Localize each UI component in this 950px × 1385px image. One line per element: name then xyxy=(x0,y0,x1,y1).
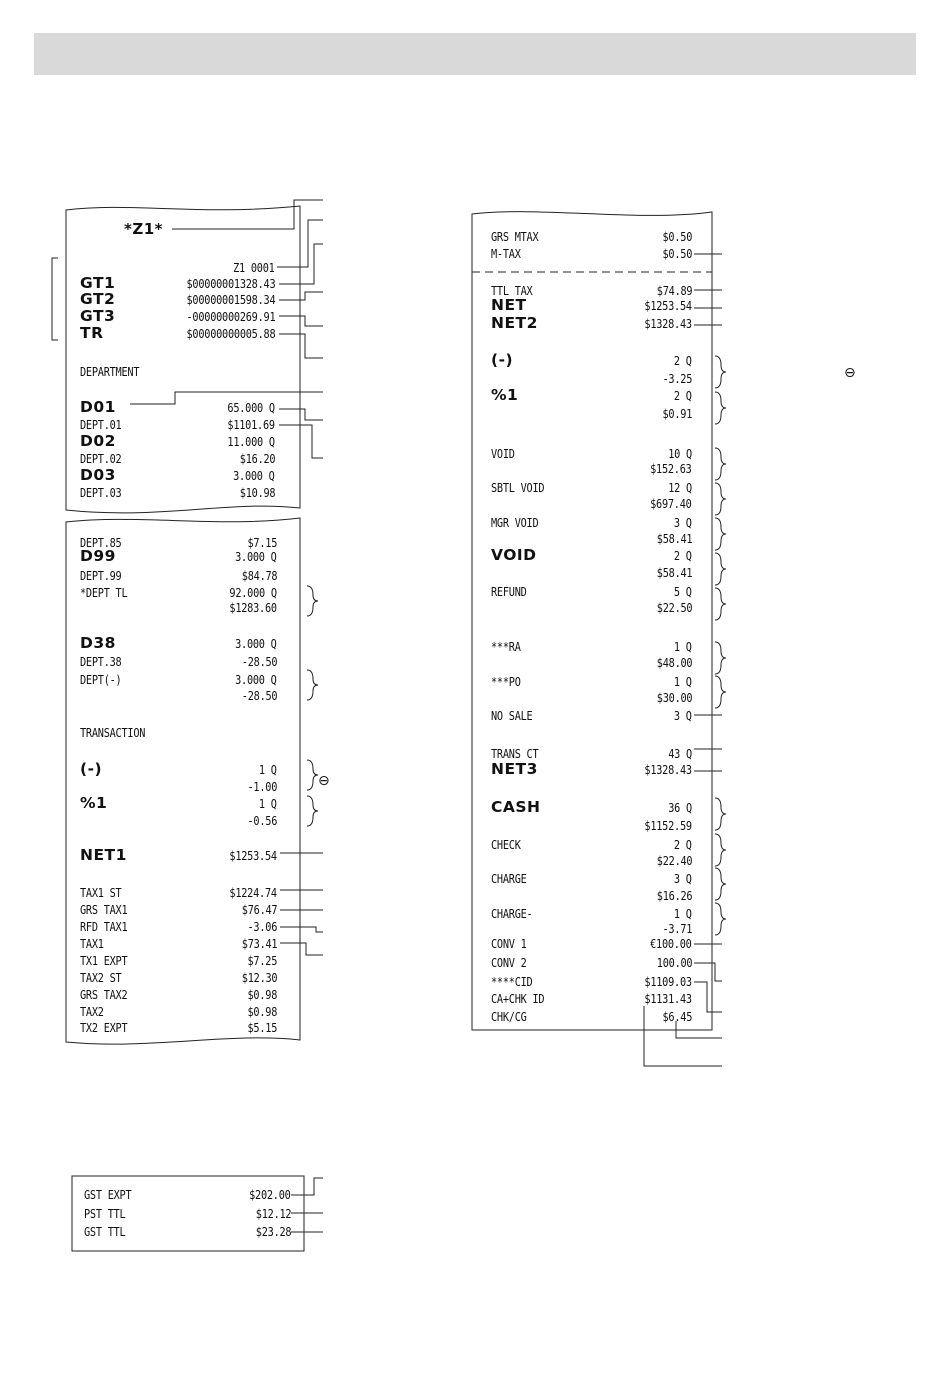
receipt-line-value: -28.50 xyxy=(241,654,277,669)
receipt-line-value: $1101.69 xyxy=(227,417,275,432)
receipt-line-value: $00000000005.88 xyxy=(186,326,275,341)
receipt-line-label: DEPT.38 xyxy=(80,654,122,669)
receipt-line-value: $0.98 xyxy=(247,987,277,1002)
receipt-line-label: TRANSACTION xyxy=(80,725,146,740)
receipt-line-value: 1 Q xyxy=(259,796,277,811)
receipt-line-label: VOID xyxy=(491,546,537,564)
receipt-line-label: GT2 xyxy=(80,290,116,308)
receipt-line-label: D02 xyxy=(80,432,116,450)
receipt-line-value: $0.50 xyxy=(662,246,692,261)
receipt-line-value: 1 Q xyxy=(674,906,692,921)
receipt-line-value: $84.78 xyxy=(241,568,277,583)
receipt-line-label: GRS MTAX xyxy=(491,229,539,244)
receipt-line-value: $73.41 xyxy=(241,936,277,951)
receipt-line-value: 3.000 Q xyxy=(235,636,277,651)
receipt-line-value: 1 Q xyxy=(674,639,692,654)
gt-bracket xyxy=(52,258,58,340)
receipt-line-label: TAX2 xyxy=(80,1004,104,1019)
receipt-line-value: $202.00 xyxy=(249,1187,291,1202)
receipt-line-label: ***RA xyxy=(491,639,521,654)
receipt-line-value: $6.45 xyxy=(662,1009,692,1024)
receipt-line-label: D01 xyxy=(80,398,116,416)
receipt-line-label: TX2 EXPT xyxy=(80,1020,128,1035)
receipt-line-value: 3.000 Q xyxy=(235,549,277,564)
minus-circle-icon: ⊖ xyxy=(844,365,856,381)
receipt-line-label: NET3 xyxy=(491,760,538,778)
receipt-line-label: GRS TAX1 xyxy=(80,902,128,917)
receipt-line-label: CHECK xyxy=(491,837,521,852)
receipt-line-value: 92.000 Q xyxy=(229,585,277,600)
receipt-line-value: $0.91 xyxy=(662,406,692,421)
receipt-line-label: MGR VOID xyxy=(491,515,539,530)
receipt-line-label: D38 xyxy=(80,634,116,652)
receipt-line-value: 3.000 Q xyxy=(235,672,277,687)
receipt-line-value: 1 Q xyxy=(674,674,692,689)
receipt-line-label: (-) xyxy=(80,760,103,778)
receipt-line-value: -3.25 xyxy=(662,371,692,386)
receipt-line-label: GT1 xyxy=(80,274,116,292)
receipt-line-value: 2 Q xyxy=(674,548,692,563)
receipt-line-label: DEPT(-) xyxy=(80,672,122,687)
receipt-line-label: DEPT.03 xyxy=(80,485,122,500)
receipt-line-label: GST TTL xyxy=(84,1224,126,1239)
receipt-line-value: -3.06 xyxy=(247,919,277,934)
receipt-line-value: $16.20 xyxy=(239,451,275,466)
receipt-line-label: NO SALE xyxy=(491,708,533,723)
receipt-line-label: GRS TAX2 xyxy=(80,987,128,1002)
receipt-line-value: $1328.43 xyxy=(644,762,692,777)
receipt-line-label: SBTL VOID xyxy=(491,480,545,495)
receipt-line-value: $5.15 xyxy=(247,1020,277,1035)
receipt-line-value: €100.00 xyxy=(650,936,692,951)
receipt-line-label: %1 xyxy=(80,794,108,812)
receipt-line-value: 3 Q xyxy=(674,708,692,723)
receipt-line-value: 65.000 Q xyxy=(227,400,275,415)
receipt-line-value: $152.63 xyxy=(650,461,692,476)
receipt-line-value: $23.28 xyxy=(255,1224,291,1239)
receipt-line-label: M-TAX xyxy=(491,246,521,261)
receipt-line-value: 1 Q xyxy=(259,762,277,777)
receipt-line-label: TAX2 ST xyxy=(80,970,122,985)
receipt-line-label: GT3 xyxy=(80,307,116,325)
receipt-line-value: 3.000 Q xyxy=(233,468,275,483)
receipt-line-label: CONV 2 xyxy=(491,955,527,970)
receipt-line-value: 2 Q xyxy=(674,837,692,852)
receipt-line-value: $0.50 xyxy=(662,229,692,244)
receipt-line-label: CHK/CG xyxy=(491,1009,527,1024)
receipt-line-value: $0.98 xyxy=(247,1004,277,1019)
receipt-line-value: $1328.43 xyxy=(644,316,692,331)
receipt-line-value: 10 Q xyxy=(668,446,692,461)
receipt-line-value: $48.00 xyxy=(656,655,692,670)
receipt-line-value: 3 Q xyxy=(674,871,692,886)
receipt-line-value: $76.47 xyxy=(241,902,277,917)
receipt-line-value: Z1 0001 xyxy=(233,260,275,275)
receipt-line-value: $1131.43 xyxy=(644,991,692,1006)
receipt-line-value: $58.41 xyxy=(656,531,692,546)
receipt-line-label: CONV 1 xyxy=(491,936,527,951)
receipt-line-value: $1224.74 xyxy=(229,885,277,900)
receipt-line-label: NET xyxy=(491,296,527,314)
receipt-line-value: 3 Q xyxy=(674,515,692,530)
receipt-line-value: $00000001598.34 xyxy=(186,292,275,307)
receipt-line-label: DEPARTMENT xyxy=(80,364,140,379)
receipt-line-value: $16.26 xyxy=(656,888,692,903)
receipt-line-value: $30.00 xyxy=(656,690,692,705)
receipt-line-value: $58.41 xyxy=(656,565,692,580)
receipt-line-label: DEPT.02 xyxy=(80,451,122,466)
receipt-line-value: 2 Q xyxy=(674,353,692,368)
receipt-line-label: TAX1 xyxy=(80,936,104,951)
receipt-line-value: 43 Q xyxy=(668,746,692,761)
receipt-line-label: D03 xyxy=(80,466,116,484)
receipt-line-label: TX1 EXPT xyxy=(80,953,128,968)
receipt-line-label: NET1 xyxy=(80,846,127,864)
minus-circle-icon: ⊖ xyxy=(318,773,330,789)
receipt-line-label: NET2 xyxy=(491,314,538,332)
receipt-line-value: $74.89 xyxy=(656,283,692,298)
receipt-line-label: D99 xyxy=(80,547,116,565)
receipt-line-value: $7.25 xyxy=(247,953,277,968)
receipt-line-value: -00000000269.91 xyxy=(186,309,275,324)
receipt-line-value: $7.15 xyxy=(247,535,277,550)
receipt-line-label: TTL TAX xyxy=(491,283,533,298)
receipt-line-value: $00000001328.43 xyxy=(186,276,275,291)
receipt-line-label: PST TTL xyxy=(84,1206,126,1221)
receipt-line-value: $10.98 xyxy=(239,485,275,500)
receipt-line-label: GST EXPT xyxy=(84,1187,132,1202)
receipt-line-label: DEPT.85 xyxy=(80,535,122,550)
receipt1-title: *Z1* xyxy=(124,220,164,238)
receipt-line-label: RFD TAX1 xyxy=(80,919,128,934)
receipt-line-value: 11.000 Q xyxy=(227,434,275,449)
receipt-line-value: $12.12 xyxy=(255,1206,291,1221)
receipt-line-value: $1152.59 xyxy=(644,818,692,833)
receipt-line-value: $1253.54 xyxy=(644,298,692,313)
receipt-line-value: -3.71 xyxy=(662,921,692,936)
receipt-line-label: *DEPT TL xyxy=(80,585,128,600)
receipt-line-label: %1 xyxy=(491,386,519,404)
receipt-line-value: -28.50 xyxy=(241,688,277,703)
receipt-line-value: $1253.54 xyxy=(229,848,277,863)
receipt-line-value: -1.00 xyxy=(247,779,277,794)
receipt-line-label: VOID xyxy=(491,446,515,461)
receipt-line-label: ***PO xyxy=(491,674,521,689)
receipt-line-value: 36 Q xyxy=(668,800,692,815)
receipt-line-value: $22.50 xyxy=(656,600,692,615)
receipt-line-value: 2 Q xyxy=(674,388,692,403)
receipt-line-label: ****CID xyxy=(491,974,533,989)
receipt-line-label: (-) xyxy=(491,351,514,369)
receipt-line-value: -0.56 xyxy=(247,813,277,828)
receipt-line-value: $22.40 xyxy=(656,853,692,868)
receipt-line-value: $1109.03 xyxy=(644,974,692,989)
receipt-line-label: CA+CHK ID xyxy=(491,991,545,1006)
receipt-line-value: $697.40 xyxy=(650,496,692,511)
receipt-line-value: 12 Q xyxy=(668,480,692,495)
receipt-line-label: DEPT.99 xyxy=(80,568,122,583)
receipt-line-label: TR xyxy=(80,324,104,342)
receipt-line-label: CHARGE xyxy=(491,871,527,886)
receipt-line-label: DEPT.01 xyxy=(80,417,122,432)
receipt-line-value: $12.30 xyxy=(241,970,277,985)
receipt-line-value: 100.00 xyxy=(656,955,692,970)
receipt-line-label: CASH xyxy=(491,798,541,816)
receipt-line-label: CHARGE- xyxy=(491,906,533,921)
receipt-line-value: 5 Q xyxy=(674,584,692,599)
receipt-line-label: TAX1 ST xyxy=(80,885,122,900)
receipt-line-label: TRANS CT xyxy=(491,746,539,761)
receipt-line-value: $1283.60 xyxy=(229,600,277,615)
receipt-line-label: REFUND xyxy=(491,584,527,599)
